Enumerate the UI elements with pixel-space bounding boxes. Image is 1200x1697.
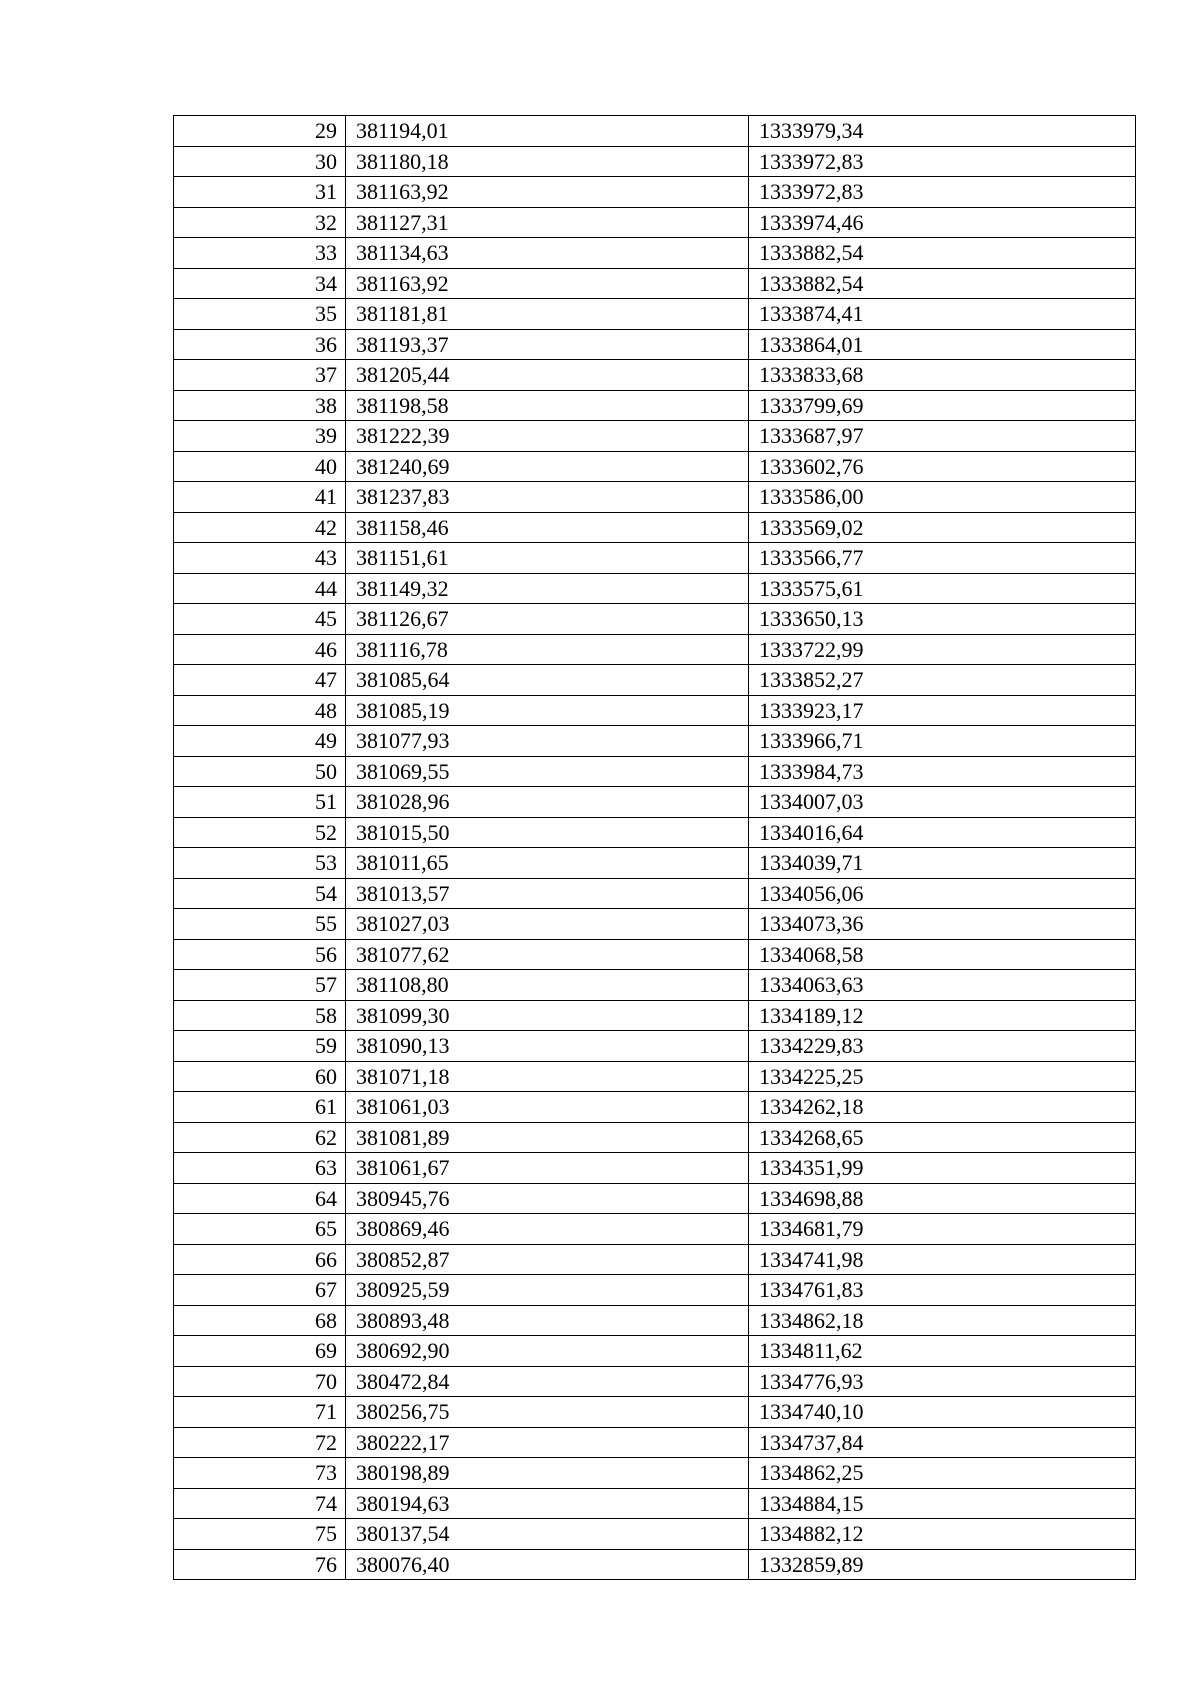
table-row bbox=[174, 939, 1136, 970]
x-coordinate-cell: 381081,89 bbox=[346, 1122, 749, 1153]
y-coordinate-cell: 1333566,77 bbox=[749, 543, 1136, 574]
table-row bbox=[174, 512, 1136, 543]
x-coordinate-cell: 380076,40 bbox=[346, 1549, 749, 1580]
y-coordinate-cell: 1334007,03 bbox=[749, 787, 1136, 818]
x-coordinate-cell: 380925,59 bbox=[346, 1275, 749, 1306]
table-row bbox=[174, 360, 1136, 391]
point-number-cell: 38 bbox=[174, 390, 346, 421]
table-row bbox=[174, 1427, 1136, 1458]
y-coordinate-cell: 1333687,97 bbox=[749, 421, 1136, 452]
y-coordinate-cell: 1333650,13 bbox=[749, 604, 1136, 635]
y-coordinate-cell: 1334740,10 bbox=[749, 1397, 1136, 1428]
y-coordinate-cell: 1333586,00 bbox=[749, 482, 1136, 513]
y-coordinate-cell: 1334761,83 bbox=[749, 1275, 1136, 1306]
point-number-cell: 63 bbox=[174, 1153, 346, 1184]
point-number-cell: 62 bbox=[174, 1122, 346, 1153]
y-coordinate-cell: 1334351,99 bbox=[749, 1153, 1136, 1184]
x-coordinate-cell: 380137,54 bbox=[346, 1519, 749, 1550]
point-number-cell: 33 bbox=[174, 238, 346, 269]
x-coordinate-cell: 381090,13 bbox=[346, 1031, 749, 1062]
x-coordinate-cell: 380893,48 bbox=[346, 1305, 749, 1336]
x-coordinate-cell: 381181,81 bbox=[346, 299, 749, 330]
y-coordinate-cell: 1334698,88 bbox=[749, 1183, 1136, 1214]
table-row bbox=[174, 421, 1136, 452]
table-row bbox=[174, 482, 1136, 513]
x-coordinate-cell: 380222,17 bbox=[346, 1427, 749, 1458]
y-coordinate-cell: 1333602,76 bbox=[749, 451, 1136, 482]
point-number-cell: 30 bbox=[174, 146, 346, 177]
x-coordinate-cell: 381061,67 bbox=[346, 1153, 749, 1184]
table-row bbox=[174, 1397, 1136, 1428]
y-coordinate-cell: 1334862,18 bbox=[749, 1305, 1136, 1336]
table-row bbox=[174, 1305, 1136, 1336]
y-coordinate-cell: 1334229,83 bbox=[749, 1031, 1136, 1062]
table-row bbox=[174, 1336, 1136, 1367]
point-number-cell: 32 bbox=[174, 207, 346, 238]
x-coordinate-cell: 381085,64 bbox=[346, 665, 749, 696]
table-row bbox=[174, 238, 1136, 269]
table-row bbox=[174, 1488, 1136, 1519]
table-row bbox=[174, 909, 1136, 940]
x-coordinate-cell: 381194,01 bbox=[346, 116, 749, 147]
table-row bbox=[174, 604, 1136, 635]
table-row bbox=[174, 970, 1136, 1001]
point-number-cell: 53 bbox=[174, 848, 346, 879]
x-coordinate-cell: 381027,03 bbox=[346, 909, 749, 940]
y-coordinate-cell: 1334063,63 bbox=[749, 970, 1136, 1001]
point-number-cell: 57 bbox=[174, 970, 346, 1001]
x-coordinate-cell: 381099,30 bbox=[346, 1000, 749, 1031]
point-number-cell: 46 bbox=[174, 634, 346, 665]
table-row bbox=[174, 268, 1136, 299]
y-coordinate-cell: 1334884,15 bbox=[749, 1488, 1136, 1519]
point-number-cell: 45 bbox=[174, 604, 346, 635]
y-coordinate-cell: 1333972,83 bbox=[749, 177, 1136, 208]
y-coordinate-cell: 1333864,01 bbox=[749, 329, 1136, 360]
table-row bbox=[174, 817, 1136, 848]
point-number-cell: 48 bbox=[174, 695, 346, 726]
y-coordinate-cell: 1333569,02 bbox=[749, 512, 1136, 543]
point-number-cell: 42 bbox=[174, 512, 346, 543]
y-coordinate-cell: 1332859,89 bbox=[749, 1549, 1136, 1580]
y-coordinate-cell: 1334189,12 bbox=[749, 1000, 1136, 1031]
y-coordinate-cell: 1334268,65 bbox=[749, 1122, 1136, 1153]
x-coordinate-cell: 381126,67 bbox=[346, 604, 749, 635]
y-coordinate-cell: 1334039,71 bbox=[749, 848, 1136, 879]
point-number-cell: 64 bbox=[174, 1183, 346, 1214]
x-coordinate-cell: 381134,63 bbox=[346, 238, 749, 269]
y-coordinate-cell: 1333984,73 bbox=[749, 756, 1136, 787]
point-number-cell: 61 bbox=[174, 1092, 346, 1123]
table-row bbox=[174, 299, 1136, 330]
x-coordinate-cell: 380472,84 bbox=[346, 1366, 749, 1397]
point-number-cell: 34 bbox=[174, 268, 346, 299]
x-coordinate-cell: 381149,32 bbox=[346, 573, 749, 604]
coordinates-table bbox=[173, 115, 1136, 1580]
table-row bbox=[174, 1061, 1136, 1092]
table-row bbox=[174, 1244, 1136, 1275]
y-coordinate-cell: 1333575,61 bbox=[749, 573, 1136, 604]
y-coordinate-cell: 1333974,46 bbox=[749, 207, 1136, 238]
y-coordinate-cell: 1333882,54 bbox=[749, 238, 1136, 269]
x-coordinate-cell: 381077,93 bbox=[346, 726, 749, 757]
point-number-cell: 76 bbox=[174, 1549, 346, 1580]
point-number-cell: 75 bbox=[174, 1519, 346, 1550]
y-coordinate-cell: 1334056,06 bbox=[749, 878, 1136, 909]
point-number-cell: 39 bbox=[174, 421, 346, 452]
point-number-cell: 73 bbox=[174, 1458, 346, 1489]
x-coordinate-cell: 381127,31 bbox=[346, 207, 749, 238]
table-row bbox=[174, 665, 1136, 696]
x-coordinate-cell: 381013,57 bbox=[346, 878, 749, 909]
y-coordinate-cell: 1333923,17 bbox=[749, 695, 1136, 726]
table-row bbox=[174, 177, 1136, 208]
point-number-cell: 72 bbox=[174, 1427, 346, 1458]
point-number-cell: 51 bbox=[174, 787, 346, 818]
table-row bbox=[174, 390, 1136, 421]
point-number-cell: 54 bbox=[174, 878, 346, 909]
x-coordinate-cell: 381011,65 bbox=[346, 848, 749, 879]
point-number-cell: 69 bbox=[174, 1336, 346, 1367]
table-row bbox=[174, 1122, 1136, 1153]
x-coordinate-cell: 381180,18 bbox=[346, 146, 749, 177]
point-number-cell: 55 bbox=[174, 909, 346, 940]
x-coordinate-cell: 381205,44 bbox=[346, 360, 749, 391]
y-coordinate-cell: 1334681,79 bbox=[749, 1214, 1136, 1245]
point-number-cell: 68 bbox=[174, 1305, 346, 1336]
point-number-cell: 58 bbox=[174, 1000, 346, 1031]
x-coordinate-cell: 381163,92 bbox=[346, 177, 749, 208]
table-row bbox=[174, 573, 1136, 604]
point-number-cell: 60 bbox=[174, 1061, 346, 1092]
y-coordinate-cell: 1334776,93 bbox=[749, 1366, 1136, 1397]
x-coordinate-cell: 381015,50 bbox=[346, 817, 749, 848]
point-number-cell: 47 bbox=[174, 665, 346, 696]
x-coordinate-cell: 381237,83 bbox=[346, 482, 749, 513]
y-coordinate-cell: 1334262,18 bbox=[749, 1092, 1136, 1123]
table-row bbox=[174, 726, 1136, 757]
y-coordinate-cell: 1334073,36 bbox=[749, 909, 1136, 940]
y-coordinate-cell: 1334811,62 bbox=[749, 1336, 1136, 1367]
table-row bbox=[174, 695, 1136, 726]
point-number-cell: 74 bbox=[174, 1488, 346, 1519]
table-row bbox=[174, 878, 1136, 909]
table-row bbox=[174, 848, 1136, 879]
y-coordinate-cell: 1334016,64 bbox=[749, 817, 1136, 848]
point-number-cell: 50 bbox=[174, 756, 346, 787]
y-coordinate-cell: 1333722,99 bbox=[749, 634, 1136, 665]
point-number-cell: 52 bbox=[174, 817, 346, 848]
x-coordinate-cell: 381193,37 bbox=[346, 329, 749, 360]
point-number-cell: 41 bbox=[174, 482, 346, 513]
x-coordinate-cell: 381061,03 bbox=[346, 1092, 749, 1123]
table-row bbox=[174, 1092, 1136, 1123]
table-row bbox=[174, 1183, 1136, 1214]
point-number-cell: 35 bbox=[174, 299, 346, 330]
table-row bbox=[174, 1153, 1136, 1184]
x-coordinate-cell: 381240,69 bbox=[346, 451, 749, 482]
x-coordinate-cell: 381222,39 bbox=[346, 421, 749, 452]
point-number-cell: 67 bbox=[174, 1275, 346, 1306]
x-coordinate-cell: 380198,89 bbox=[346, 1458, 749, 1489]
y-coordinate-cell: 1334068,58 bbox=[749, 939, 1136, 970]
point-number-cell: 37 bbox=[174, 360, 346, 391]
x-coordinate-cell: 381077,62 bbox=[346, 939, 749, 970]
table-row bbox=[174, 787, 1136, 818]
table-row bbox=[174, 116, 1136, 147]
x-coordinate-cell: 381028,96 bbox=[346, 787, 749, 818]
point-number-cell: 66 bbox=[174, 1244, 346, 1275]
x-coordinate-cell: 381108,80 bbox=[346, 970, 749, 1001]
x-coordinate-cell: 381151,61 bbox=[346, 543, 749, 574]
point-number-cell: 43 bbox=[174, 543, 346, 574]
y-coordinate-cell: 1334225,25 bbox=[749, 1061, 1136, 1092]
table-row bbox=[174, 543, 1136, 574]
table-row bbox=[174, 1275, 1136, 1306]
x-coordinate-cell: 380194,63 bbox=[346, 1488, 749, 1519]
y-coordinate-cell: 1334862,25 bbox=[749, 1458, 1136, 1489]
table-row bbox=[174, 634, 1136, 665]
point-number-cell: 65 bbox=[174, 1214, 346, 1245]
x-coordinate-cell: 380869,46 bbox=[346, 1214, 749, 1245]
point-number-cell: 59 bbox=[174, 1031, 346, 1062]
point-number-cell: 56 bbox=[174, 939, 346, 970]
y-coordinate-cell: 1333852,27 bbox=[749, 665, 1136, 696]
table-row bbox=[174, 207, 1136, 238]
table-row bbox=[174, 1519, 1136, 1550]
x-coordinate-cell: 381163,92 bbox=[346, 268, 749, 299]
y-coordinate-cell: 1334737,84 bbox=[749, 1427, 1136, 1458]
y-coordinate-cell: 1333966,71 bbox=[749, 726, 1136, 757]
point-number-cell: 40 bbox=[174, 451, 346, 482]
y-coordinate-cell: 1334882,12 bbox=[749, 1519, 1136, 1550]
x-coordinate-cell: 380692,90 bbox=[346, 1336, 749, 1367]
y-coordinate-cell: 1333799,69 bbox=[749, 390, 1136, 421]
x-coordinate-cell: 381116,78 bbox=[346, 634, 749, 665]
table-row bbox=[174, 1366, 1136, 1397]
table-row bbox=[174, 1214, 1136, 1245]
x-coordinate-cell: 381198,58 bbox=[346, 390, 749, 421]
y-coordinate-cell: 1333833,68 bbox=[749, 360, 1136, 391]
y-coordinate-cell: 1334741,98 bbox=[749, 1244, 1136, 1275]
table-row bbox=[174, 451, 1136, 482]
table-row bbox=[174, 329, 1136, 360]
x-coordinate-cell: 380256,75 bbox=[346, 1397, 749, 1428]
point-number-cell: 71 bbox=[174, 1397, 346, 1428]
x-coordinate-cell: 380945,76 bbox=[346, 1183, 749, 1214]
point-number-cell: 36 bbox=[174, 329, 346, 360]
point-number-cell: 31 bbox=[174, 177, 346, 208]
y-coordinate-cell: 1333874,41 bbox=[749, 299, 1136, 330]
coordinates-table-body bbox=[174, 116, 1136, 1580]
table-row bbox=[174, 1000, 1136, 1031]
point-number-cell: 44 bbox=[174, 573, 346, 604]
x-coordinate-cell: 381069,55 bbox=[346, 756, 749, 787]
table-row bbox=[174, 1031, 1136, 1062]
table-row bbox=[174, 146, 1136, 177]
y-coordinate-cell: 1333979,34 bbox=[749, 116, 1136, 147]
x-coordinate-cell: 381071,18 bbox=[346, 1061, 749, 1092]
point-number-cell: 49 bbox=[174, 726, 346, 757]
y-coordinate-cell: 1333882,54 bbox=[749, 268, 1136, 299]
table-row bbox=[174, 1458, 1136, 1489]
y-coordinate-cell: 1333972,83 bbox=[749, 146, 1136, 177]
x-coordinate-cell: 381085,19 bbox=[346, 695, 749, 726]
table-row bbox=[174, 1549, 1136, 1580]
x-coordinate-cell: 381158,46 bbox=[346, 512, 749, 543]
point-number-cell: 70 bbox=[174, 1366, 346, 1397]
table-row bbox=[174, 756, 1136, 787]
x-coordinate-cell: 380852,87 bbox=[346, 1244, 749, 1275]
point-number-cell: 29 bbox=[174, 116, 346, 147]
